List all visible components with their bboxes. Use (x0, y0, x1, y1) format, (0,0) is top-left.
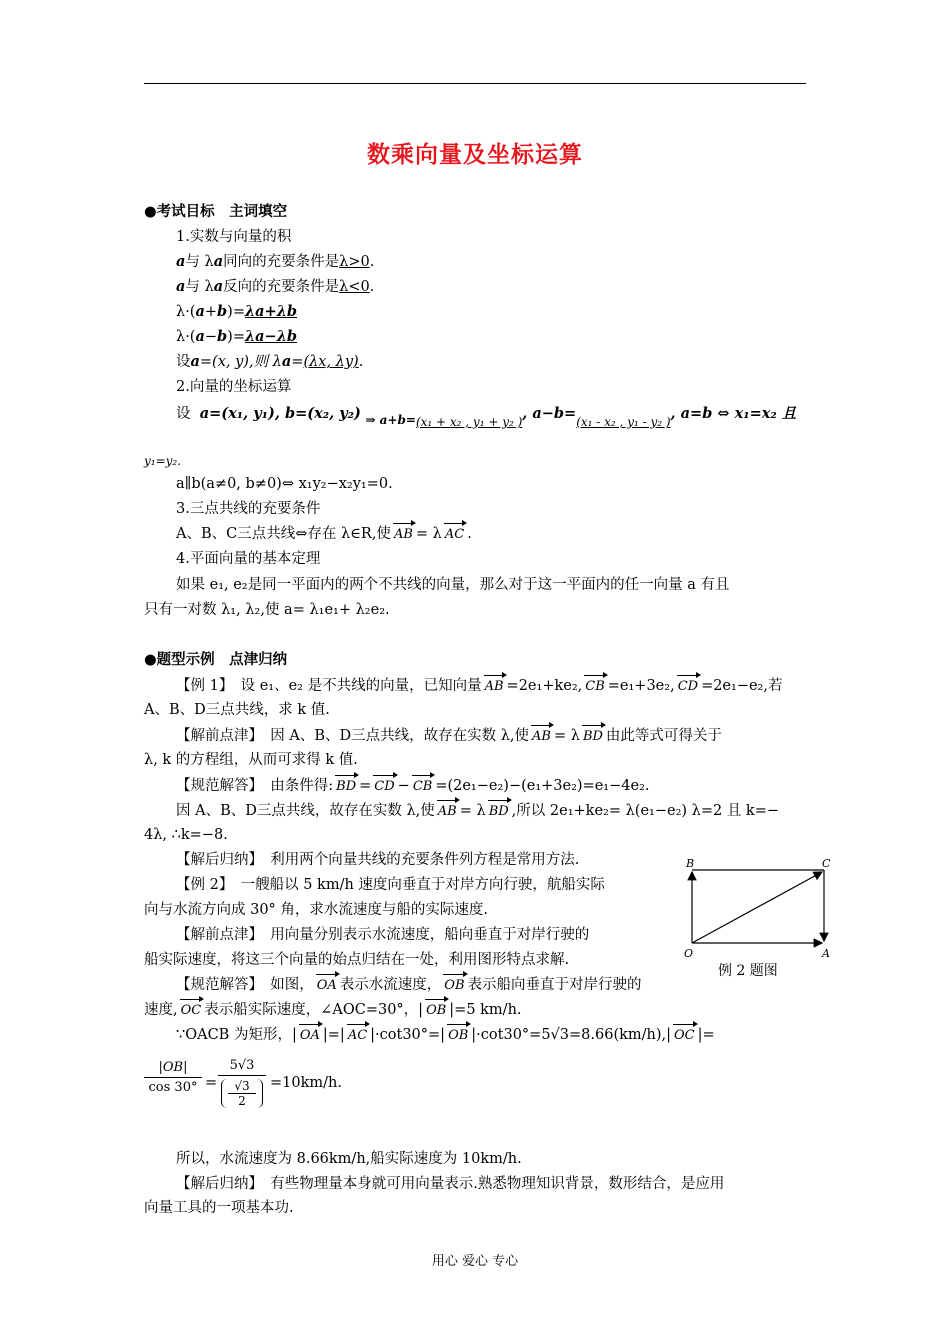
example-2-answer: 所以，水流速度为 8.66km/h,船实际速度为 10km/h. (176, 1151, 522, 1167)
example-1-solution: 【规范解答】 由条件得: BD = CD − CB =(2e₁−e₂)−(e₁+3e₂)=e₁−4e₂. (176, 776, 650, 797)
fraction-result: =10km/h. (270, 1075, 342, 1091)
item-2-heading: 2.向量的坐标运算 (176, 379, 292, 395)
label-o: O (684, 947, 694, 960)
fraction-ob-over-cos: $\frac{|OB|}{\cos 30^\circ}$ (144, 1060, 202, 1095)
example-2-summary: 【解后归纳】 有些物理量本身就可用向量表示.熟悉物理知识背景，数形结合，是应用 (176, 1176, 725, 1192)
label-c: C (822, 858, 831, 870)
fraction-equals: = (205, 1075, 218, 1091)
example-1-question: 【例 1】 设 e₁、e₂ 是不共线的向量，已知向量 AB =2e₁+ke₂, CB =e₁+3e₂, CD =2e₁−e₂,若 (176, 676, 782, 697)
example-1-solution-2: 因 A、B、D三点共线，故存在实数 λ,使 AB = λ BD ,所以 2e₁+ke₂= λ(e₁−e₂) λ=2 且 k=− (176, 801, 779, 822)
example-2-hint: 【解前点津】 用向量分别表示水流速度，船向垂直于对岸行驶的 (176, 927, 590, 943)
label-a: A (822, 947, 830, 960)
distributive-law-sum: λ·(a+b)=λa+λb (176, 303, 298, 320)
collinear-condition: A、B、C三点共线⇔存在 λ∈R,使 AB = λ AC . (176, 524, 472, 545)
figure-caption: 例 2 题图 (718, 963, 778, 979)
example-1-solution-3: 4λ, ∴k=−8. (144, 827, 228, 843)
parallel-condition: a∥b(a≠0, b≠0)⇔ x₁y₂−x₂y₁=0. (176, 476, 393, 492)
example-2-summary-cont: 向量工具的一项基本功. (144, 1200, 294, 1216)
vector-oc (692, 872, 822, 943)
fraction-five-root3: 5√3 √3 2 (218, 1058, 266, 1108)
item-1-heading: 1.实数与向量的积 (176, 229, 292, 245)
scalar-coordinates: 设a=(x, y),则 λa=(λx, λy). (176, 353, 364, 370)
same-direction-condition: a与 λa同向的充要条件是λ>0. (176, 253, 375, 270)
example-1-hint: 【解前点津】 因 A、B、D三点共线，故存在实数 λ,使 AB = λ BD 由此等式可得关于 (176, 726, 722, 747)
figure-svg (680, 858, 840, 968)
example-1-summary: 【解后归纳】 利用两个向量共线的充要条件列方程是常用方法. (176, 852, 580, 868)
example-1-question-cont: A、B、D三点共线，求 k 值. (144, 702, 330, 718)
page-footer: 用心 爱心 专心 (431, 1254, 519, 1269)
top-rule (144, 83, 806, 84)
example-1-hint-cont: λ, k 的方程组，从而可求得 k 值. (144, 752, 358, 768)
page-title: 数乘向量及坐标运算 (367, 142, 583, 168)
distributive-law-diff: λ·(a−b)=λa−λb (176, 328, 298, 345)
example-2-solution-2: 速度, OC 表示船实际速度，∠AOC=30°，| OB |=5 km/h. (144, 1000, 522, 1021)
label-b: B (686, 858, 695, 870)
basis-theorem-line2: 只有一对数 λ₁, λ₂,使 a= λ₁e₁+ λ₂e₂. (144, 602, 390, 618)
coordinate-equality-tail: y₁=y₂. (144, 454, 182, 468)
example-2-hint-cont: 船实际速度，将这三个向量的始点归结在一处，利用图形特点求解. (144, 952, 570, 968)
item-4-heading: 4.平面向量的基本定理 (176, 551, 321, 567)
example-2-question-cont: 向与水流方向成 30° 角，求水流速度与船的实际速度. (144, 902, 489, 918)
example-2-solution-3: ∵OACB 为矩形，| OA |=| AC |·cot30°=| OB |·cot30°=5√3=8.66(km/h),| OC |= (176, 1025, 715, 1046)
section-heading-goals: ●考试目标 主词填空 (144, 204, 288, 220)
example-2-solution: 【规范解答】 如图， OA 表示水流速度， OB 表示船向垂直于对岸行驶的 (176, 975, 642, 996)
section-heading-examples: ●题型示例 点津归纳 (144, 652, 288, 668)
item-3-heading: 3.三点共线的充要条件 (176, 501, 321, 517)
example-2-question: 【例 2】 一艘船以 5 km/h 速度向垂直于对岸方向行驶，航船实际 (176, 877, 605, 893)
basis-theorem-line1: 如果 e₁, e₂是同一平面内的两个不共线的向量，那么对于这一平面内的任一向量 a 有且 (176, 577, 730, 593)
opposite-direction-condition: a与 λa反向的充要条件是λ<0. (176, 278, 375, 295)
rectangle-vector-figure (680, 858, 840, 979)
coordinate-ops: 设 a=(x₁, y₁), b=(x₂, y₂) $_{\Rightarrow a+b=(x_1 + x_2 , y_1 + y_2 )}$, $a-b=_{(x_1 - x_2 , y_1 - y_2 )}$, a=b ⇔ x₁=x₂ 且 (176, 405, 797, 429)
